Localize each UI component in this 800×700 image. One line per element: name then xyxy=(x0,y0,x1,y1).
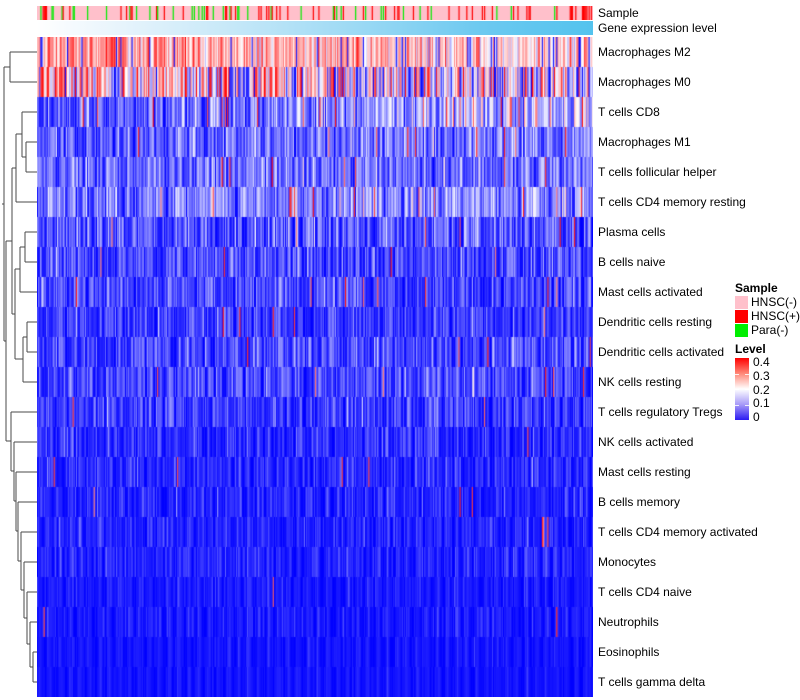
row-label: NK cells resting xyxy=(598,375,682,389)
legend-item-label: HNSC(-) xyxy=(751,294,797,309)
sample-annotation-bar xyxy=(37,6,593,20)
legend-item xyxy=(735,309,799,323)
level-tick: 0.3 xyxy=(753,368,770,383)
row-label: B cells naive xyxy=(598,255,666,269)
row-label: T cells CD4 memory activated xyxy=(598,525,758,539)
sample-annotation-label: Sample xyxy=(598,6,639,20)
gene-expression-annotation-label: Gene expression level xyxy=(598,21,717,35)
level-dash xyxy=(735,374,739,375)
legend-swatch xyxy=(735,296,748,309)
legend-item-label: HNSC(+) xyxy=(751,308,800,323)
legend-item xyxy=(735,295,799,309)
legend-sample-title: Sample xyxy=(735,281,778,295)
row-label: B cells memory xyxy=(598,495,681,509)
row-label: NK cells activated xyxy=(598,435,694,449)
level-dash xyxy=(735,405,739,406)
level-tick: 0.1 xyxy=(753,396,770,411)
level-tick: 0.2 xyxy=(753,382,770,397)
row-label: T cells CD4 memory resting xyxy=(598,195,746,209)
legend-level-title: Level xyxy=(735,342,766,356)
row-label: Macrophages M1 xyxy=(598,135,691,149)
row-label: Macrophages M2 xyxy=(598,45,691,59)
legend-level-colorbar xyxy=(735,355,799,424)
level-dash xyxy=(745,389,749,390)
row-label: Mast cells activated xyxy=(598,285,703,299)
row-label: Neutrophils xyxy=(598,615,659,629)
row-label: Macrophages M0 xyxy=(598,75,691,89)
legend-item-label: Para(-) xyxy=(751,322,789,337)
row-label: T cells regulatory Tregs xyxy=(598,405,723,419)
level-dash xyxy=(745,374,749,375)
gene-expression-annotation-bar xyxy=(37,21,593,35)
row-label: Mast cells resting xyxy=(598,465,691,479)
level-dash xyxy=(745,405,749,406)
row-label: T cells follicular helper xyxy=(598,165,717,179)
heatmap-matrix xyxy=(37,37,593,697)
level-dash xyxy=(735,389,739,390)
legend-swatch xyxy=(735,324,748,337)
row-label: Dendritic cells resting xyxy=(598,315,713,329)
level-tick: 0 xyxy=(753,410,760,424)
row-label: Monocytes xyxy=(598,555,657,569)
legend-item xyxy=(735,323,799,337)
row-label: T cells CD4 naive xyxy=(598,585,692,599)
legend xyxy=(735,281,800,424)
row-label: T cells CD8 xyxy=(598,105,660,119)
row-label: T cells gamma delta xyxy=(598,675,706,689)
row-label: Dendritic cells activated xyxy=(598,345,725,359)
legend-sample-items xyxy=(735,295,799,337)
legend-swatch xyxy=(735,310,748,323)
row-label: Plasma cells xyxy=(598,225,666,239)
level-tick: 0.4 xyxy=(753,355,770,369)
row-label: Eosinophils xyxy=(598,645,660,659)
